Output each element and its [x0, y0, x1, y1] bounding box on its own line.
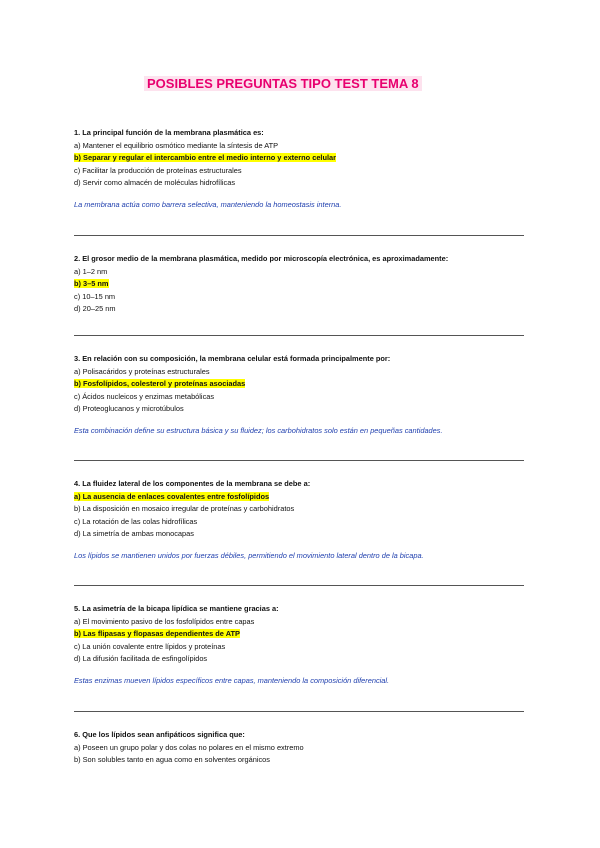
separator-line — [74, 711, 524, 712]
answer-option: a) Polisacáridos y proteínas estructurales — [74, 366, 210, 376]
question-block — [74, 253, 554, 316]
answer-option: a) El movimiento pasivo de los fosfolípidos entre capas — [74, 616, 255, 626]
explanation-text: Estas enzimas mueven lípidos específicos entre capas, manteniendo la composición diferencial. — [74, 675, 390, 685]
separator-line — [74, 460, 524, 461]
explanation-text: La membrana actúa como barrera selectiva, manteniendo la homeostasis interna. — [74, 199, 342, 209]
explanation-text: Los lípidos se mantienen unidos por fuerzas débiles, permitiendo el movimiento lateral dentro de la bicapa. — [74, 550, 424, 560]
answer-option: d) Servir como almacén de moléculas hidrofílicas — [74, 178, 236, 187]
answer-option: b) La disposición en mosaico irregular de proteínas y carbohidratos — [74, 504, 295, 513]
question-block — [74, 353, 554, 437]
answer-option: c) Ácidos nucleicos y enzimas metabólicas — [74, 391, 215, 401]
answer-option-correct: a) La ausencia de enlaces covalentes entre fosfolípidos — [74, 491, 270, 501]
answer-option: b) Son solubles tanto en agua como en solventes orgánicos — [74, 755, 270, 764]
answer-option-correct: b) Fosfolípidos, colesterol y proteínas asociadas — [74, 379, 246, 388]
answer-option: c) La unión covalente entre lípidos y proteínas — [74, 641, 226, 651]
answer-option: d) 20–25 nm — [74, 304, 116, 313]
page-title: POSIBLES PREGUNTAS TIPO TEST TEMA 8 — [144, 76, 422, 91]
answer-option: a) Poseen un grupo polar y dos colas no polares en el mismo extremo — [74, 742, 304, 752]
question-text: 6. Que los lípidos sean anfipáticos significa que: — [74, 730, 245, 739]
question-block — [74, 603, 554, 687]
question-text: 1. La principal función de la membrana plasmática es: — [74, 128, 264, 137]
separator-line — [74, 235, 524, 236]
question-block — [74, 478, 554, 562]
question-text: 4. La fluidez lateral de los componentes de la membrana se debe a: — [74, 479, 311, 488]
question-text: 3. En relación con su composición, la membrana celular está formada principalmente por: — [74, 354, 391, 363]
separator-line — [74, 585, 524, 586]
explanation-text: Esta combinación define su estructura básica y su fluidez; los carbohidratos solo están en pequeñas cantidades. — [74, 425, 443, 435]
question-block — [74, 729, 554, 767]
answer-option: c) 10–15 nm — [74, 291, 116, 301]
answer-option: d) La difusión facilitada de esfingolípidos — [74, 654, 208, 663]
answer-option: d) La simetría de ambas monocapas — [74, 529, 194, 538]
answer-option: c) La rotación de las colas hidrofílicas — [74, 516, 198, 526]
answer-option: a) Mantener el equilibrio osmótico mediante la síntesis de ATP — [74, 140, 279, 150]
answer-option: a) 1–2 nm — [74, 266, 108, 276]
question-block — [74, 127, 554, 211]
answer-option-correct: b) Separar y regular el intercambio entre el medio interno y externo celular — [74, 153, 337, 162]
answer-option: c) Facilitar la producción de proteínas estructurales — [74, 165, 242, 175]
answer-option: d) Proteoglucanos y microtúbulos — [74, 404, 184, 413]
separator-line — [74, 335, 524, 336]
answer-option-correct: b) Las flipasas y flopasas dependientes de ATP — [74, 629, 240, 638]
question-text: 5. La asimetría de la bicapa lipídica se mantiene gracias a: — [74, 604, 279, 613]
question-text: 2. El grosor medio de la membrana plasmática, medido por microscopía electrónica, es aproximadamente: — [74, 254, 449, 263]
answer-option-correct: b) 3–5 nm — [74, 279, 109, 288]
